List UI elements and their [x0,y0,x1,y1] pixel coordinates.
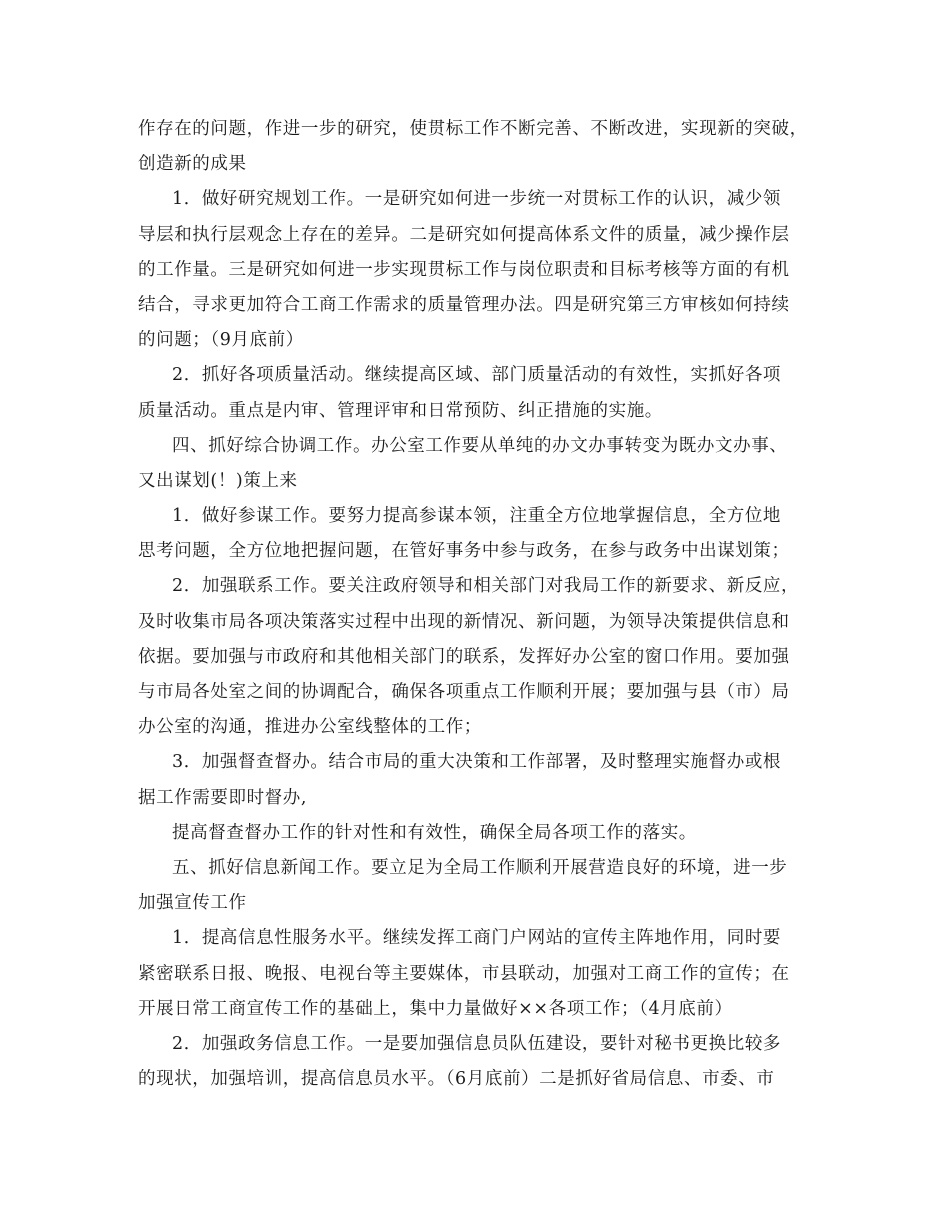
text-line: 2．加强政务信息工作。一是要加强信息员队伍建设，要针对秘书更换比较多 [172,1033,782,1054]
text-line: 创造新的成果 [138,154,247,175]
text-line: 质量活动。重点是内审、管理评审和日常预防、纠正措施的实施。 [138,400,663,421]
text-line: 1．做好参谋工作。要努力提高参谋本领，注重全方位地掌握信息，全方位地 [172,506,782,527]
text-line: 2．加强联系工作。要关注政府领导和相关部门对我局工作的新要求、新反应， [172,576,800,597]
text-line: 紧密联系日报、晚报、电视台等主要媒体，市县联动，加强对工商工作的宣传；在 [138,963,790,984]
text-line: 加强宣传工作 [138,893,247,914]
text-line: 思考问题，全方位地把握问题，在管好事务中参与政务，在参与政务中出谋划策； [138,541,790,562]
text-line: 开展日常工商宣传工作的基础上，集中力量做好××各项工作；（4月底前） [138,998,733,1019]
text-line: 办公室的沟通，推进办公室线整体的工作； [138,717,482,738]
text-line: 3．加强督查督办。结合市局的重大决策和工作部署，及时整理实施督办或根 [172,752,782,773]
text-line: 五、抓好信息新闻工作。要立足为全局工作顺利开展营造良好的环境，进一步 [172,857,788,878]
text-line: 结合，寻求更加符合工商工作需求的质量管理办法。四是研究第三方审核如何持续 [138,294,790,315]
text-line: 的工作量。三是研究如何进一步实现贯标工作与岗位职责和目标考核等方面的有机 [138,259,790,280]
text-line: 及时收集市局各项决策落实过程中出现的新情况、新问题，为领导决策提供信息和 [138,611,790,632]
document-body [138,112,828,1097]
text-line: 的现状，加强培训，提高信息员水平。（6月底前）二是抓好省局信息、市委、市 [138,1069,775,1090]
text-line: 1．做好研究规划工作。一是研究如何进一步统一对贯标工作的认识，减少领 [172,189,782,210]
text-line: 导层和执行层观念上存在的差异。二是研究如何提高体系文件的质量，减少操作层 [138,224,790,245]
text-line: 又出谋划(！)策上来 [138,470,298,491]
text-line: 四、抓好综合协调工作。办公室工作要从单纯的办文办事转变为既办文办事、 [172,435,788,456]
text-line: 据工作需要即时督办, [138,787,308,808]
text-line: 作存在的问题，作进一步的研究，使贯标工作不断完善、不断改进，实现新的突破， [138,119,808,139]
text-line: 的问题；（9月底前） [138,330,304,351]
text-line: 依据。要加强与市政府和其他相关部门的联系，发挥好办公室的窗口作用。要加强 [138,646,790,667]
text-line: 2．抓好各项质量活动。继续提高区域、部门质量活动的有效性，实抓好各项 [172,365,782,386]
text-line: 提高督查督办工作的针对性和有效性，确保全局各项工作的落实。 [172,822,697,843]
text-line: 与市局各处室之间的协调配合，确保各项重点工作顺利开展；要加强与县（市）局 [138,682,790,702]
text-line: 1．提高信息性服务水平。继续发挥工商门户网站的宣传主阵地作用，同时要 [172,928,782,949]
